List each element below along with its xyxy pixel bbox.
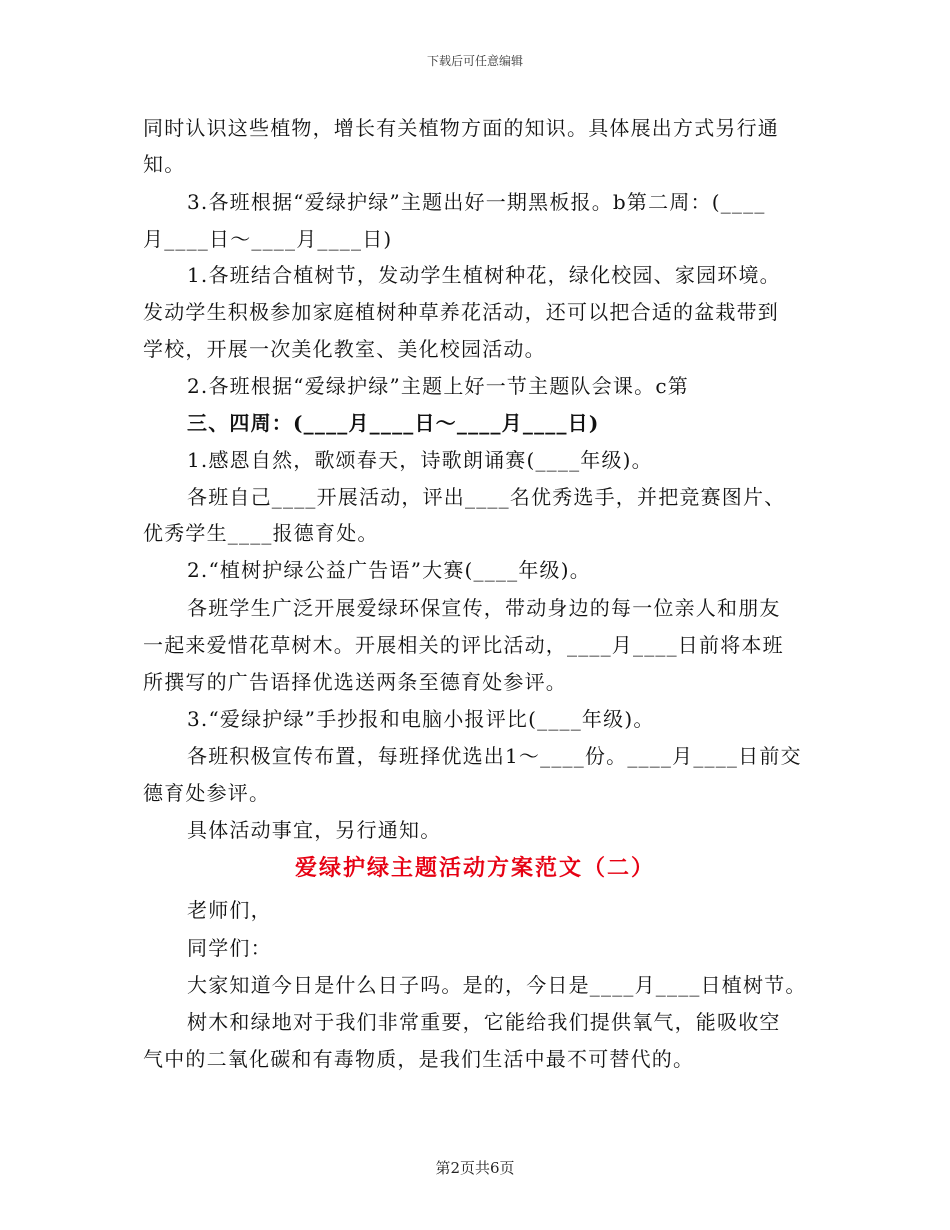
paragraph-line: 优秀学生____报德育处。 <box>143 521 379 545</box>
paragraph-line: 2.各班根据“爱绿护绿”主题上好一节主题队会课。c第 <box>187 374 689 398</box>
week-heading: 三、四周：(____月____日～____月____日) <box>187 411 600 435</box>
page-header: 下载后可任意编辑 <box>426 54 523 68</box>
paragraph-line: 各班学生广泛开展爱绿环保宣传，带动身边的每一位亲人和朋友 <box>187 596 781 620</box>
paragraph-line: 2.“植树护绿公益广告语”大赛(____年级)。 <box>187 558 591 582</box>
paragraph-line: 发动学生积极参加家庭植树种草养花活动，还可以把合适的盆栽带到 <box>143 300 779 324</box>
paragraph-line: 德育处参评。 <box>143 781 271 805</box>
paragraph-line: 具体活动事宜，另行通知。 <box>187 818 442 842</box>
paragraph-line: 各班积极宣传布置，每班择优选出1～____份。____月____日前交 <box>187 744 802 768</box>
section-title: 爱绿护绿主题活动方案范文（二） <box>294 855 655 881</box>
paragraph-line: 1.各班结合植树节，发动学生植树种花，绿化校园、家园环境。 <box>187 263 781 287</box>
speech-line: 老师们， <box>187 898 272 922</box>
paragraph-line: 一起来爱惜花草树木。开展相关的评比活动，____月____日前将本班 <box>143 633 784 657</box>
paragraph-line: 所撰写的广告语择优选送两条至德育处参评。 <box>143 670 567 694</box>
paragraph-line: 月____日～____月____日) <box>143 227 393 251</box>
paragraph-line: 学校，开展一次美化教室、美化校园活动。 <box>143 337 546 361</box>
paragraph-line: 知。 <box>143 152 186 176</box>
speech-line: 气中的二氧化碳和有毒物质，是我们生活中最不可替代的。 <box>143 1047 695 1071</box>
paragraph-line: 3.各班根据“爱绿护绿”主题出好一期黑板报。b第二周：(____ <box>187 190 766 214</box>
speech-line: 树木和绿地对于我们非常重要，它能给我们提供氧气，能吸收空 <box>187 1010 781 1034</box>
speech-line: 同学们： <box>187 936 272 960</box>
paragraph-line: 3.“爱绿护绿”手抄报和电脑小报评比(____年级)。 <box>187 707 655 731</box>
page-number: 第2页共6页 <box>435 1159 515 1177</box>
speech-line: 大家知道今日是什么日子吗。是的，今日是____月____日植树节。 <box>187 973 807 997</box>
paragraph-line: 1.感恩自然，歌颂春天，诗歌朗诵赛(____年级)。 <box>187 448 653 472</box>
paragraph-line: 各班自己____开展活动，评出____名优秀选手，并把竞赛图片、 <box>187 485 786 509</box>
paragraph-line: 同时认识这些植物，增长有关植物方面的知识。具体展出方式另行通 <box>143 116 779 140</box>
